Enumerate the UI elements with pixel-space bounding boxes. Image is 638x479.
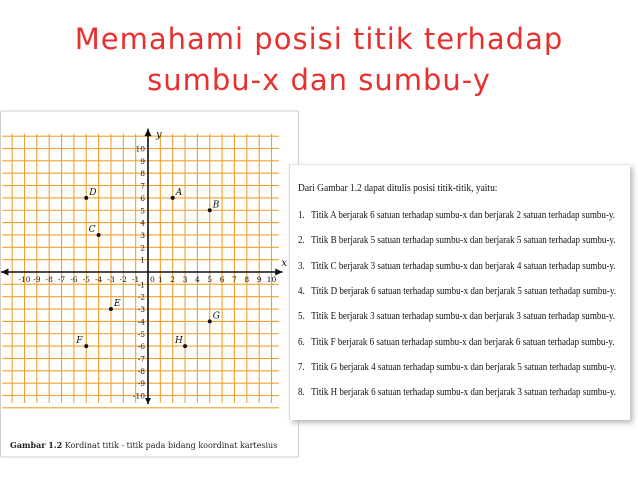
x-tick-label: 6 — [219, 275, 225, 284]
list-item — [298, 209, 615, 221]
list-item-text: Titik F berjarak 6 satuan terhadap sumbu-x dan berjarak 6 satuan terhadap sumbu-y. — [311, 335, 615, 348]
x-tick-label: -2 — [119, 275, 127, 284]
explanation-box — [289, 164, 630, 420]
list-item-number: 7. — [298, 360, 305, 373]
y-tick-label: -4 — [137, 317, 145, 327]
x-tick-label: -10 — [18, 275, 31, 284]
x-tick-label: 4 — [195, 275, 200, 284]
cartesian-plane-figure — [0, 108, 300, 458]
list-item-text: Titik A berjarak 6 satuan terhadap sumbu-x dan berjarak 2 satuan terhadap sumbu-y. — [311, 209, 616, 221]
x-tick-label: 5 — [207, 275, 213, 284]
point-label-f: F — [76, 336, 83, 347]
point-label-e: E — [113, 299, 121, 310]
point-label-c: C — [88, 224, 96, 235]
y-tick-label: -1 — [137, 280, 145, 290]
caption-text: Kordinat titik - titik pada bidang koordinat kartesius — [62, 441, 278, 450]
explanation-intro: Dari Gambar 1.2 dapat ditulis posisi titik-titik, yaitu: — [298, 182, 498, 194]
caption-figure-number: Gambar 1.2 — [10, 440, 63, 450]
x-tick-label: -3 — [107, 275, 115, 284]
x-tick-label: -7 — [57, 275, 66, 284]
x-tick-label: -8 — [45, 275, 53, 284]
y-tick-label: -8 — [137, 366, 145, 376]
point-label-h: H — [175, 336, 183, 347]
point-b — [208, 208, 212, 212]
point-d — [84, 196, 88, 200]
list-item-text: Titik E berjarak 3 satuan terhadap sumbu-x dan berjarak 3 satuan terhadap sumbu-y. — [311, 310, 616, 323]
y-tick-label: 7 — [140, 181, 145, 191]
point-e — [109, 307, 113, 311]
list-item — [298, 310, 615, 322]
x-tick-label: 10 — [266, 275, 277, 284]
x-tick-label: 3 — [182, 275, 188, 284]
list-item — [298, 234, 616, 246]
list-item-text: Titik D berjarak 6 satuan terhadap sumbu-x dan berjarak 5 satuan terhadap sumbu-y. — [311, 284, 617, 297]
origin-label: 0 — [150, 275, 155, 284]
list-item-number: 2. — [298, 234, 305, 247]
point-label-g: G — [212, 311, 220, 322]
point-label-b: B — [212, 200, 220, 211]
y-tick-label: 2 — [140, 243, 145, 253]
list-item-number: 8. — [298, 386, 305, 399]
y-tick-label: -6 — [137, 342, 145, 352]
list-item — [298, 386, 616, 398]
x-tick-label: -6 — [70, 275, 78, 284]
y-tick-label: -3 — [137, 305, 145, 315]
list-item — [298, 285, 616, 297]
point-h — [183, 344, 187, 348]
list-item-number: 4. — [298, 284, 305, 297]
point-g — [208, 319, 212, 323]
x-tick-label: -4 — [94, 275, 103, 284]
list-item-number: 6. — [298, 335, 305, 348]
x-tick-label: -5 — [82, 275, 90, 284]
y-tick-label: 1 — [140, 255, 145, 265]
point-label-d: D — [89, 187, 97, 198]
y-tick-label: -7 — [137, 354, 145, 364]
list-item-number: 5. — [298, 310, 305, 323]
y-axis-label: y — [156, 129, 162, 141]
y-tick-label: -10 — [132, 391, 145, 401]
list-item — [298, 260, 616, 272]
slide-title-line-2: sumbu-x dan sumbu-y — [147, 63, 491, 97]
y-tick-label: 9 — [140, 156, 145, 166]
list-item-text: Titik B berjarak 5 satuan terhadap sumbu-x dan berjarak 5 satuan terhadap sumbu-y. — [311, 234, 616, 247]
x-tick-label: 1 — [157, 275, 163, 284]
y-tick-label: -2 — [137, 292, 145, 302]
list-item-text: Titik H berjarak 6 satuan terhadap sumbu-x dan berjarak 3 satuan terhadap sumbu-y. — [311, 386, 617, 399]
x-tick-label: 8 — [244, 275, 250, 284]
list-item-text: Titik C berjarak 3 satuan terhadap sumbu-x dan berjarak 4 satuan terhadap sumbu-y. — [311, 259, 616, 272]
x-tick-label: 2 — [170, 275, 176, 284]
y-tick-label: 5 — [140, 206, 145, 216]
list-item — [298, 361, 616, 373]
x-tick-label: -1 — [131, 275, 140, 284]
list-item-text: Titik G berjarak 4 satuan terhadap sumbu-x dan berjarak 5 satuan terhadap sumbu-y. — [311, 360, 617, 373]
point-c — [97, 233, 101, 237]
point-label-a: A — [175, 187, 183, 198]
list-item-number: 1. — [298, 209, 305, 221]
y-tick-label: 10 — [135, 144, 145, 154]
point-a — [171, 196, 175, 200]
list-item-number: 3. — [298, 259, 305, 272]
x-axis-label: x — [281, 258, 288, 269]
point-f — [84, 344, 88, 348]
x-tick-label: 7 — [232, 275, 237, 284]
y-tick-label: -9 — [137, 379, 145, 389]
list-item — [298, 336, 615, 348]
y-tick-label: -5 — [137, 329, 145, 339]
y-tick-label: 8 — [140, 169, 145, 179]
y-tick-label: 3 — [140, 230, 145, 240]
y-tick-label: 6 — [140, 193, 145, 203]
figure-caption — [10, 440, 277, 450]
x-tick-label: -9 — [33, 275, 41, 284]
slide-title-line-1: Memahami posisi titik terhadap — [74, 22, 564, 56]
y-tick-label: 4 — [140, 218, 145, 228]
x-tick-label: 9 — [256, 275, 262, 284]
